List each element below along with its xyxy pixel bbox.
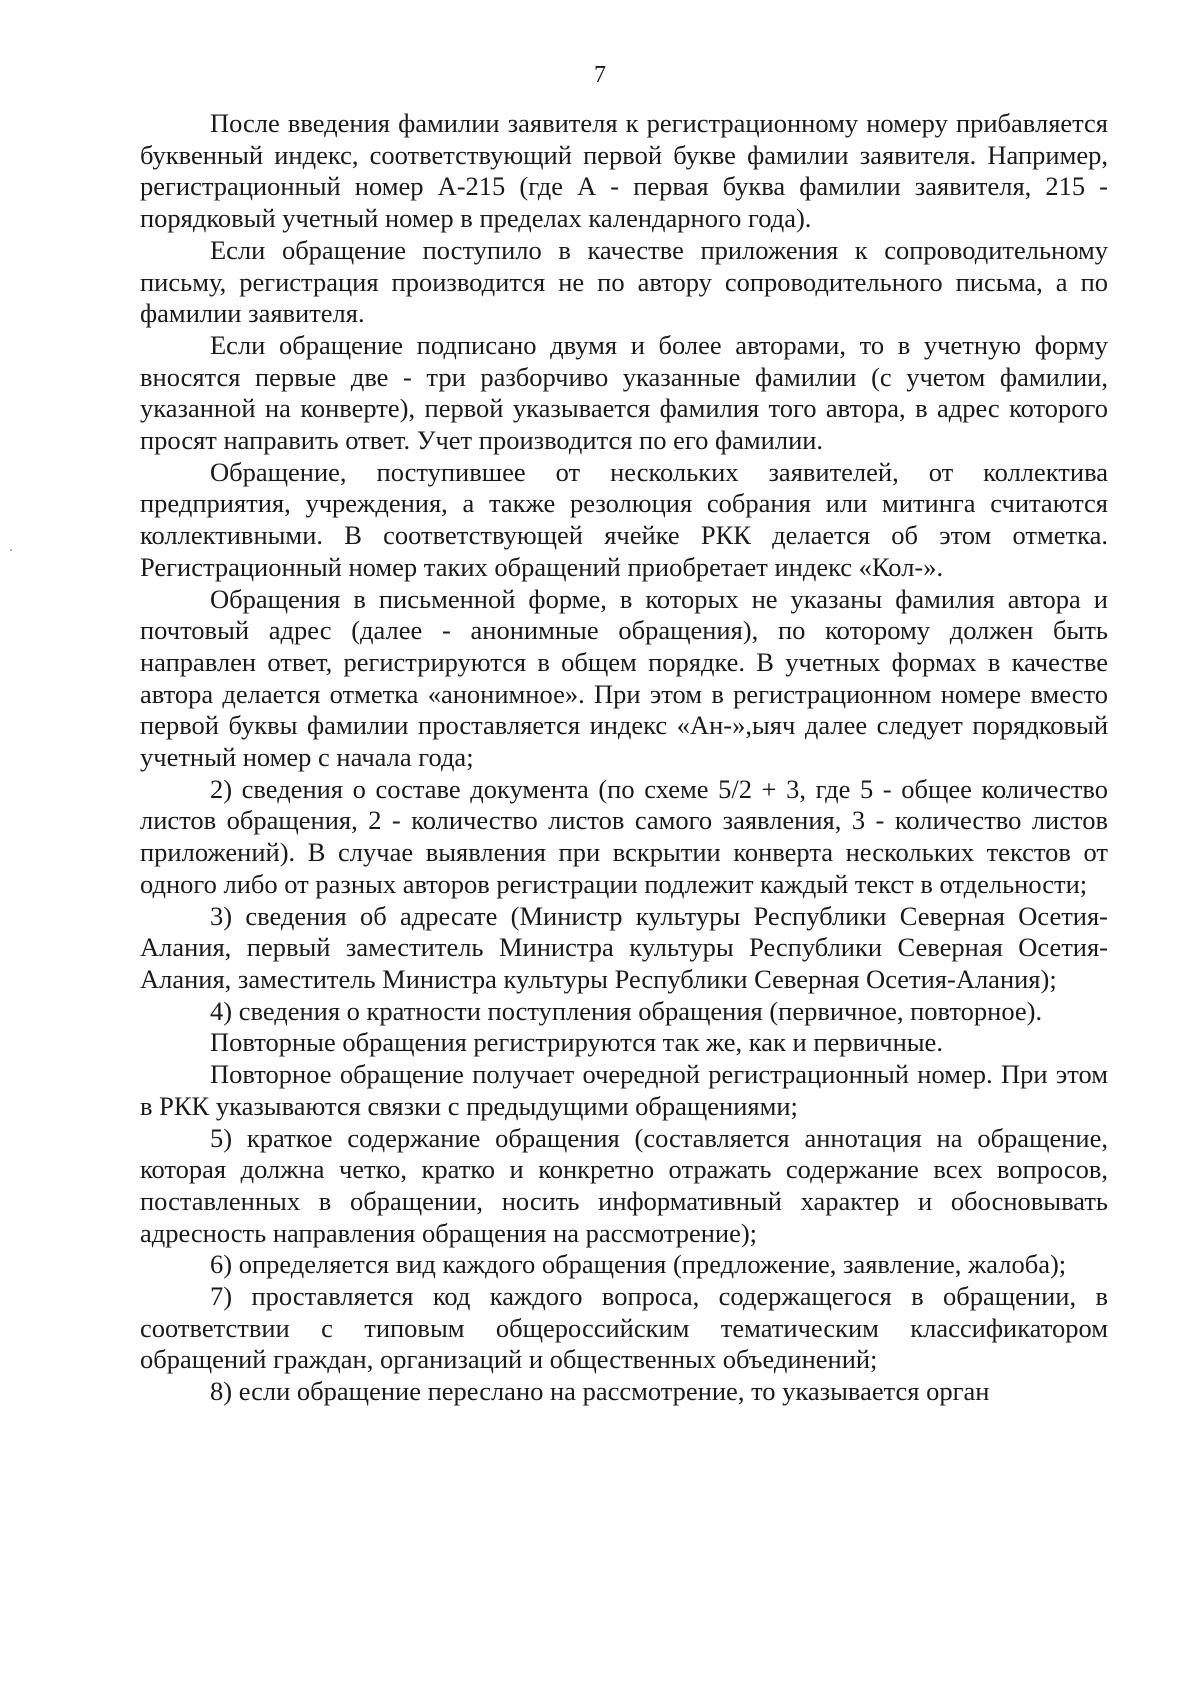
paragraph: Повторное обращение получает очередной регистрационный номер. При этом в РКК указываются связки с предыдущими обращениями; [140, 1059, 1108, 1121]
paragraph: 3) сведения об адресате (Министр культуры Республики Северная Осетия-Алания, первый заместитель Министра культуры Республики Северная Осетия-Алания, заместитель Министра культуры Республики Северная Осетия-Алания); [140, 900, 1108, 994]
paragraph: Повторные обращения регистрируются так же, как и первичные. [210, 1027, 943, 1058]
document-body [140, 108, 1108, 1408]
paragraph: Обращение, поступившее от нескольких заявителей, от коллектива предприятия, учреждения, а также резолюция собрания или митинга считаются коллективными. В соответствующей ячейке РКК делается об этом отметка. Регистрационный номер таких обращений приобретает индекс «Кол-». [140, 456, 1108, 582]
paragraph: После введения фамилии заявителя к регистрационному номеру прибавляется буквенный индекс, соответствующий первой букве фамилии заявителя. Например, регистрационный номер А-215 (где А - первая буква фамилии заявителя, 215 - порядковый учетный номер в пределах календарного года). [140, 108, 1108, 234]
paragraph: 2) сведения о составе документа (по схеме 5/2 + 3, где 5 - общее количество листов обращения, 2 - количество листов самого заявления, 3 - количество листов приложений). В случае выявления при вскрытии конверта нескольких текстов от одного либо от разных авторов регистрации подлежит каждый текст в отдельности; [140, 773, 1108, 899]
paragraph: Обращения в письменной форме, в которых не указаны фамилия автора и почтовый адрес (далее - анонимные обращения), по которому должен быть направлен ответ, регистрируются в общем порядке. В учетных формах в качестве автора делается отметка «анонимное». При этом в регистрационном номере вместо первой буквы фамилии проставляется индекс «Ан-»,ыяч далее следует порядковый учетный номер с начала года; [140, 583, 1108, 773]
paragraph: 4) сведения о кратности поступления обращения (первичное, повторное). [210, 995, 1043, 1026]
scan-mark [10, 549, 12, 551]
paragraph: Если обращение подписано двумя и более авторами, то в учетную форму вносятся первые две - три разборчиво указанные фамилии (с учетом фамилии, указанной на конверте), первой указывается фамилия того автора, в адрес которого просят направить ответ. Учет производится по его фамилии. [140, 329, 1108, 456]
paragraph: 5) краткое содержание обращения (составляется аннотация на обращение, которая должна четко, кратко и конкретно отражать содержание всех вопросов, поставленных в обращении, носить информативный характер и обосновывать адресность направления обращения на рассмотрение); [140, 1122, 1108, 1248]
paragraph: 6) определяется вид каждого обращения (предложение, заявление, жалоба); [210, 1249, 1067, 1280]
page-number: 7 [594, 62, 606, 88]
paragraph: Если обращение поступило в качестве приложения к сопроводительному письму, регистрация производится не по автору сопроводительного письма, а по фамилии заявителя. [140, 234, 1108, 329]
paragraph: 8) если обращение переслано на рассмотрение, то указывается орган [210, 1376, 990, 1407]
paragraph: 7) проставляется код каждого вопроса, содержащегося в обращении, в соответствии с типовым общероссийским тематическим классификатором обращений граждан, организаций и общественных объединений; [140, 1281, 1108, 1375]
